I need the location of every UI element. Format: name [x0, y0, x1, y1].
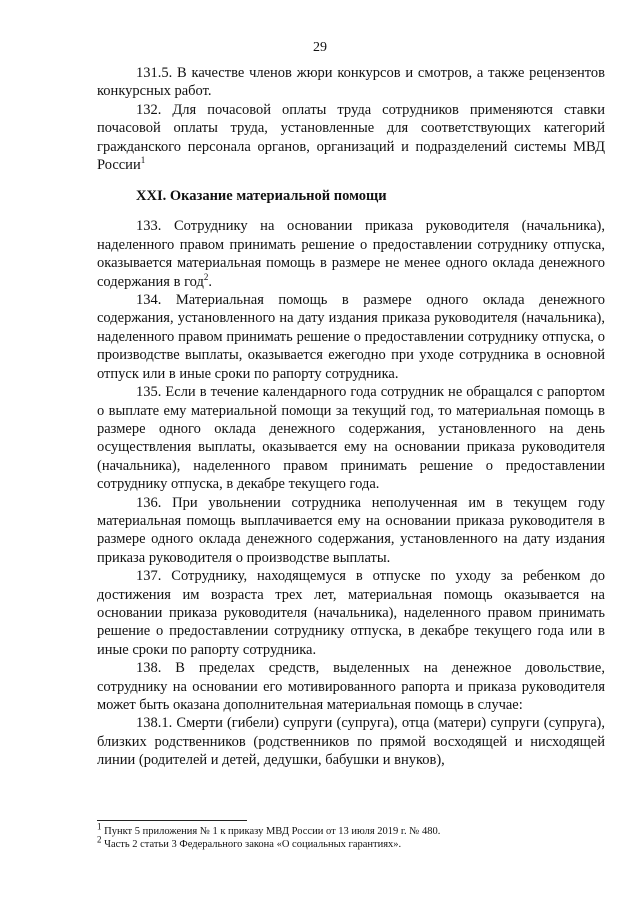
paragraph-135: 135. Если в течение календарного года сотрудник не обращался с рапортом о выплате ему материальной помощи за текущий год, то материальная помощь в размере одного оклада денежного содержания, установленного на день осуществления выплаты, оказывается ему на основании приказа руководителя (начальника), наделенного правом принимать решение о предоставлении сотруднику отпуска, в декабре текущего года.: [97, 384, 605, 493]
paragraph-132: 132. Для почасовой оплаты труда сотрудников применяются ставки почасовой оплаты труда, установленные для соответствующих категорий гражданского персонала органов, организаций и подразделений системы МВД России$^1$: [97, 101, 605, 174]
paragraph-138-1: 138.1. Смерти (гибели) супруги (супруга), отца (матери) супруги (супруга), близких родственников (родственников по прямой восходящей и нисходящей линии (родителей и детей, дедушки, бабушки и внуков),: [97, 715, 605, 769]
paragraph-137: 137. Сотруднику, находящемуся в отпуске по уходу за ребенком до достижения им возраста трех лет, материальная помощь оказывается на основании приказа руководителя (начальника), наделенного правом принимать решение о предоставлении сотруднику отпуска, в декабре текущего года или в иные сроки по рапорту сотрудника.: [97, 568, 605, 658]
footnote-1: $^1$ Пункт 5 приложения № 1 к приказу МВД России от 13 июля 2019 г. № 480.: [97, 821, 441, 837]
paragraph-131-5: 131.5. В качестве членов жюри конкурсов и смотров, а также рецензентов конкурсных работ.: [97, 65, 605, 100]
document-body: [97, 64, 605, 770]
paragraph-134: 134. Материальная помощь в размере одного оклада денежного содержания, установленного на дату издания приказа руководителя (начальника), наделенного правом принимать решение о предоставлении сотруднику отпуска, о производстве выплаты, оказывается ежегодно при уходе сотрудника в основной отпуск или в иные сроки по рапорту сотрудника.: [97, 292, 605, 382]
paragraph-138: 138. В пределах средств, выделенных на денежное довольствие, сотруднику на основании его мотивированного рапорта и приказа руководителя может быть оказана дополнительная материальная помощь в случае:: [97, 660, 605, 713]
footnote-ref-2: 2: [203, 271, 209, 282]
footnote-divider: [97, 820, 247, 821]
footnote-2: $^2$ Часть 2 статьи 3 Федерального закона «О социальных гарантиях».: [97, 834, 402, 850]
paragraph-136: 136. При увольнении сотрудника неполученная им в текущем году материальная помощь выплачивается ему на основании приказа руководителя в размере одного оклада денежного содержания, установленного на дату издания приказа руководителя о производстве выплаты.: [97, 494, 605, 566]
footnote-ref-1: 1: [140, 155, 146, 166]
section-title: XXI. Оказание материальной помощи: [136, 188, 387, 205]
footnotes: [97, 821, 605, 851]
paragraph-133: 133. Сотруднику на основании приказа руководителя (начальника), наделенного правом принимать решение о предоставлении сотруднику отпуска, оказывается материальная помощь в размере не менее одного оклада денежного содержания в год$^2$.: [97, 218, 605, 290]
page-number: 29: [313, 40, 327, 55]
